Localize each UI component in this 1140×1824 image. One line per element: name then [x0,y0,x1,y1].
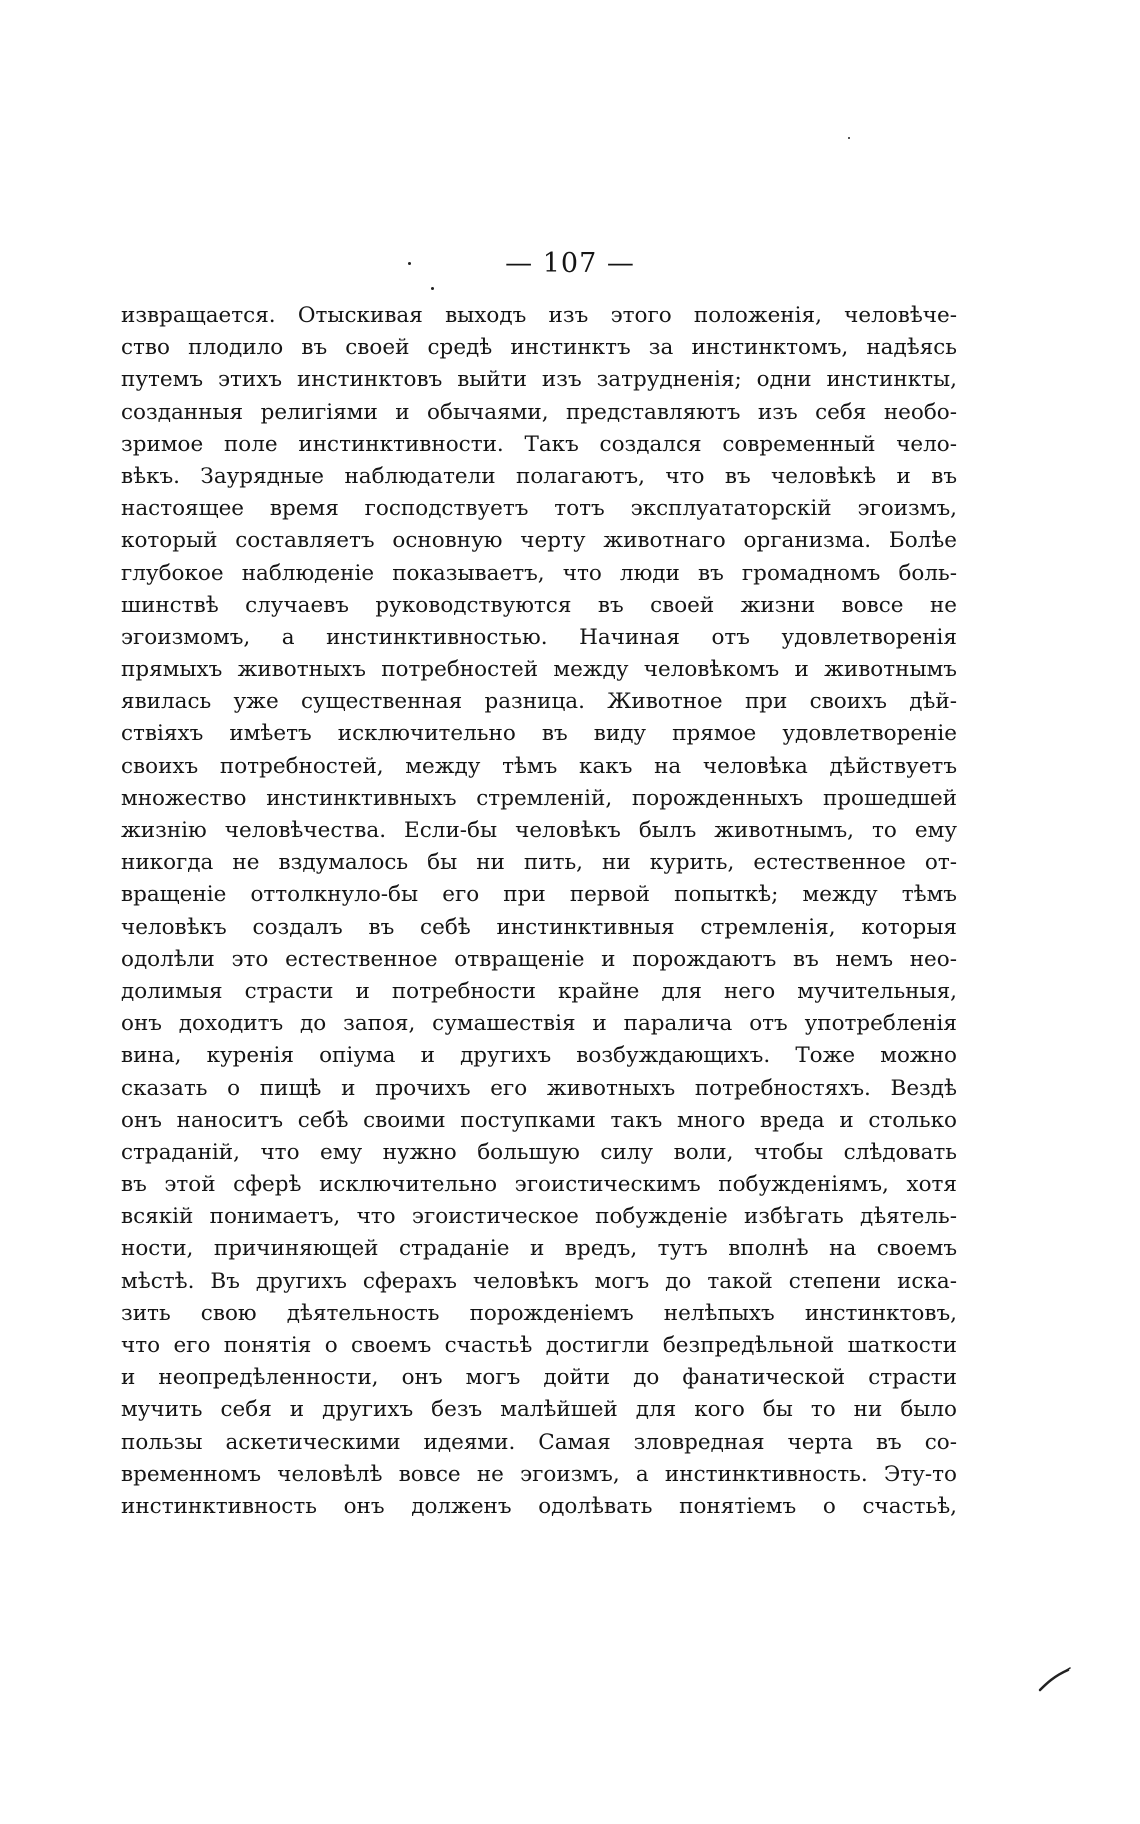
text-line: вина, куренія опіума и другихъ возбуждающихъ. Тоже можно [121,1043,957,1069]
text-line: явилась уже существенная разница. Животное при своихъ дѣй- [121,689,957,715]
text-line: страданій, что ему нужно большую силу воли, чтобы слѣдовать [121,1139,957,1165]
text-line: мѣстѣ. Въ другихъ сферахъ человѣкъ могъ до такой степени иска- [121,1268,957,1294]
text-line: что его понятія о своемъ счастьѣ достигли безпредѣльной шаткости [121,1333,957,1358]
text-line: множество инстинктивныхъ стремленій, порожденныхъ прошедшей [121,785,957,811]
body-text [121,300,957,1523]
text-line: въ этой сферѣ исключительно эгоистическимъ побужденіямъ, хотя [121,1172,957,1198]
text-line: который составляетъ основную черту животнаго организма. Болѣе [121,528,957,554]
text-line: одолѣли это естественное отвращеніе и порождаютъ въ немъ нео- [121,946,957,972]
text-line: шинствѣ случаевъ руководствуются въ своей жизни вовсе не [121,592,957,618]
text-line: пользы аскетическими идеями. Самая зловредная черта въ со- [121,1429,957,1455]
text-line: вращеніе оттолкнуло-бы его при первой попыткѣ; между тѣмъ [121,882,957,908]
text-line: созданныя религіями и обычаями, представляютъ изъ себя необо- [121,399,957,425]
text-line: всякій понимаетъ, что эгоистическое побужденіе избѣгать дѣятель- [121,1204,957,1230]
text-line: долимыя страсти и потребности крайне для него мучительныя, [121,978,957,1004]
text-line: настоящее время господствуетъ тотъ эксплуататорскій эгоизмъ, [121,496,957,522]
pen-mark-icon [1038,1666,1072,1692]
text-line: временномъ человѣлѣ вовсе не эгоизмъ, а инстинктивность. Эту-то [121,1461,957,1487]
text-line: глубокое наблюденіе показываетъ, что люди въ громадномъ боль- [121,560,957,586]
text-line: человѣкъ создалъ въ себѣ инстинктивныя стремленія, которыя [121,914,957,940]
text-line: онъ доходитъ до запоя, сумашествія и паралича отъ употребленія [121,1011,957,1037]
text-line: зримое поле инстинктивности. Такъ создался современный чело- [121,431,957,457]
text-line: своихъ потребностей, между тѣмъ какъ на человѣка дѣйствуетъ [121,753,957,779]
text-line: никогда не вздумалось бы ни пить, ни курить, естественное от- [121,850,957,876]
text-line: ности, причиняющей страданіе и вредъ, тутъ вполнѣ на своемъ [121,1236,957,1262]
ink-speck [408,262,411,265]
text-line: зить свою дѣятельность порожденіемъ нелѣпыхъ инстинктовъ, [121,1300,957,1326]
text-line: извращается. Отыскивая выходъ изъ этого положенія, человѣче- [121,303,957,328]
text-line: путемъ этихъ инстинктовъ выйти изъ затрудненія; одни инстинкты, [121,367,957,393]
text-line: эгоизмомъ, а инстинктивностью. Начиная отъ удовлетворенія [121,624,957,650]
text-line: и неопредѣленности, онъ могъ дойти до фанатической страсти [121,1365,957,1391]
text-line: сказать о пищѣ и прочихъ его животныхъ потребностяхъ. Вездѣ [121,1075,957,1101]
text-line: онъ наноситъ себѣ своими поступками такъ много вреда и столько [121,1107,957,1133]
text-line: прямыхъ животныхъ потребностей между человѣкомъ и животнымъ [121,657,957,683]
text-line: ство плодило въ своей средѣ инстинктъ за инстинктомъ, надѣясь [121,335,957,361]
text-line: мучить себя и другихъ безъ малѣйшей для кого бы то ни было [121,1397,957,1423]
text-line: вѣкъ. Заурядные наблюдатели полагаютъ, что въ человѣкѣ и въ [121,463,957,489]
ink-speck [431,287,434,290]
text-line: инстинктивность онъ долженъ одолѣвать понятіемъ о счастьѣ, [121,1493,957,1519]
ink-speck [848,137,850,139]
text-line: ствіяхъ имѣетъ исключительно въ виду прямое удовлетвореніе [121,721,957,747]
page-number: — 107 — [505,248,635,279]
text-line: жизнію человѣчества. Если-бы человѣкъ былъ животнымъ, то ему [121,818,957,843]
